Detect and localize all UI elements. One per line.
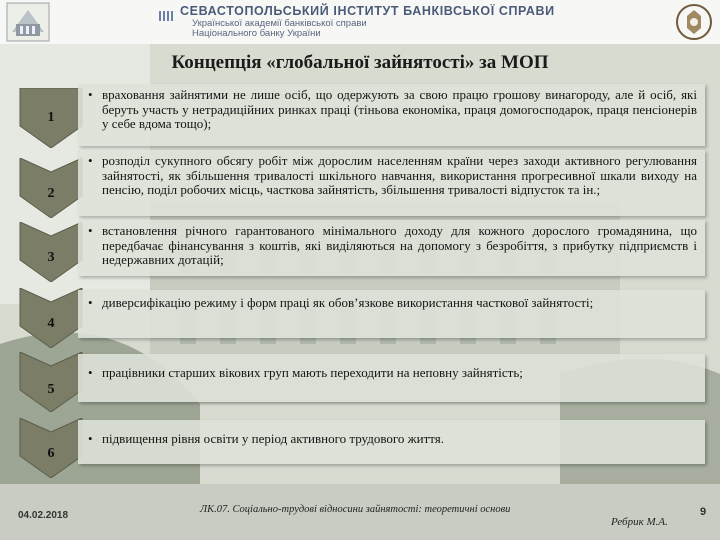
slide-header <box>0 0 720 45</box>
institute-name: СЕВАСТОПОЛЬСЬКИЙ ІНСТИТУТ БАНКІВСЬКОЇ СПРАВИ <box>180 4 555 18</box>
item-box-6 <box>78 420 705 464</box>
item-box-2 <box>78 150 705 216</box>
item-number: 2 <box>47 186 55 201</box>
item-number: 5 <box>47 382 55 397</box>
institute-logo-icon <box>6 2 50 42</box>
slide-date: 04.02.2018 <box>18 510 69 521</box>
item-text: • підвищення рівня освіти у період активного трудового життя. <box>78 420 705 447</box>
item-number: 3 <box>47 250 55 265</box>
item-marker-5 <box>14 352 88 412</box>
item-text: • диверсифікацію режиму і форм праці як обов’язкове використання часткової зайнятості; <box>78 290 705 311</box>
item-text: • розподіл сукупного обсягу робіт між дорослим населенням країни через заходи активного регулювання зайнятості, як збільшення тривалості шкільного навчання, використання прогресивної шкали виходу на пенсію, поділ робочих місць, часткова зайнятість, збільшення тривалості відпусток та ін.; <box>78 150 705 198</box>
item-text: • встановлення річного гарантованого мінімального доходу для кожного дорослого громадянина, що передбачає фінансування з коштів, які виділяються на допомогу з безробіття, з прибутку підприємств і недержавних дотацій; <box>78 220 705 268</box>
institute-subtitle <box>192 19 367 39</box>
item-box-5 <box>78 354 705 402</box>
course-title: ЛК.07. Соціально-трудові відносини зайнятості: теоретичні основи <box>200 504 511 515</box>
slide-title: Концепція «глобальної зайнятості» за МОП <box>171 52 549 73</box>
item-box-1 <box>78 84 705 146</box>
bank-emblem-icon <box>674 2 714 42</box>
bank-mark-icon <box>158 9 174 23</box>
item-box-3 <box>78 220 705 276</box>
page-number: 9 <box>700 506 707 518</box>
item-box-4 <box>78 290 705 338</box>
item-number: 6 <box>47 446 55 461</box>
item-marker-1 <box>14 88 88 148</box>
item-text: • працівники старших вікових груп мають переходити на неповну зайнятість; <box>78 354 705 381</box>
item-marker-2 <box>14 158 88 218</box>
item-marker-3 <box>14 222 88 282</box>
item-number: 1 <box>47 110 55 125</box>
item-number: 4 <box>47 316 55 331</box>
item-marker-6 <box>14 418 88 478</box>
subtitle-line-2: Національного банку України <box>192 28 321 39</box>
subtitle-line-1: Української академії банківської справи <box>192 18 367 29</box>
item-marker-4 <box>14 288 88 348</box>
item-text: • враховання зайнятими не лише осіб, що одержують за свою працю грошову винагороду, але й осіб, які беруть участь у нетрадиційних ринках праці (тіньова економіка, праця домогосподарок, праця пенсіонерів у себе вдома тощо); <box>78 84 705 132</box>
author-name: Ребрик М.А. <box>611 516 668 528</box>
